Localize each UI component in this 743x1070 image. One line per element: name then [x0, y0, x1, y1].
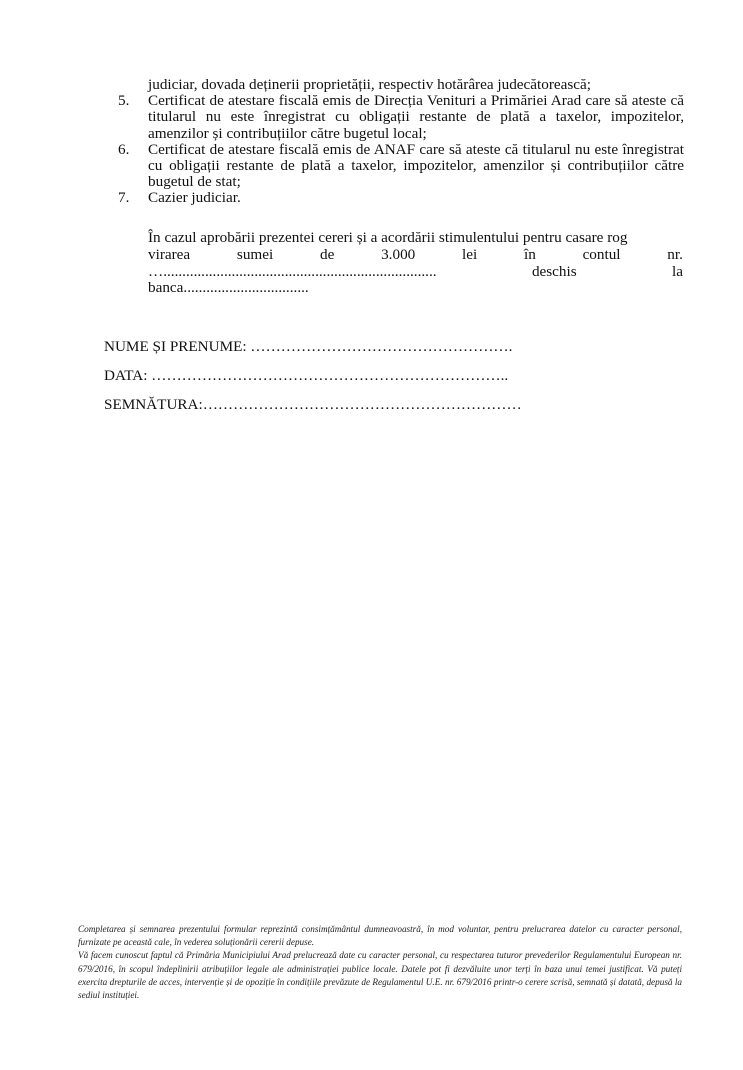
- signature-field[interactable]: SEMNĂTURA:………………………………………………………: [104, 396, 522, 413]
- list-continuation-text: judiciar, dovada deținerii proprietății, respectiv hotărârea judecătorească;: [148, 76, 591, 93]
- request-amount: 3.000: [381, 245, 416, 263]
- request-word: lei: [462, 245, 478, 263]
- date-field[interactable]: DATA: ……………………………………………………………..: [104, 367, 509, 384]
- consent-notice: Completarea și semnarea prezentului formular reprezintă consimțământul dumneavoastră, în mod voluntar, pentru prelucrarea datelor cu caracter personal, furnizate pe această cale, în vederea soluționării cererii depuse.: [78, 924, 682, 948]
- list-item-text: Certificat de atestare fiscală emis de ANAF care să ateste că titularul nu este înregistrat cu obligații restante de plată a taxelor, impozitelor, amenzilor și contribuțiilor către bugetul de stat;: [148, 140, 684, 191]
- request-word: în: [523, 245, 536, 263]
- list-item-number: 6.: [118, 140, 130, 158]
- request-word: la: [672, 262, 683, 280]
- request-word: nr.: [667, 245, 683, 263]
- request-line-1: În cazul aprobării prezentei cereri și a acordării stimulentului pentru casare rog: [148, 229, 628, 246]
- request-word: de: [319, 245, 335, 263]
- list-item-number: 7.: [118, 189, 130, 207]
- list-item-text: Cazier judiciar.: [148, 189, 241, 207]
- request-word: virarea: [148, 245, 191, 263]
- request-word: deschis: [531, 262, 577, 280]
- bank-name-blank[interactable]: banca.................................: [148, 279, 309, 297]
- list-item: [118, 190, 684, 206]
- signature-fields: [104, 337, 664, 424]
- name-field[interactable]: NUME ȘI PRENUME: …………………………………………….: [104, 338, 513, 355]
- list-item: [118, 93, 684, 142]
- account-number-blank[interactable]: …........................................................................: [148, 262, 437, 280]
- request-line-3: [148, 264, 683, 281]
- request-line-2: [148, 247, 683, 264]
- list-item: [118, 142, 684, 191]
- gdpr-footer: [78, 923, 682, 1002]
- request-word: sumei: [236, 245, 274, 263]
- list-item-text: Certificat de atestare fiscală emis de Direcția Venituri a Primăriei Arad care să ateste că titularul nu este înregistrat cu obligații restante de plată a taxelor, impozitelor, amenzilor și contribuțiilor către bugetul local;: [148, 92, 684, 142]
- request-word: contul: [582, 245, 621, 263]
- list-item-number: 5.: [118, 92, 130, 110]
- data-processing-notice: Vă facem cunoscut faptul că Primăria Municipiului Arad prelucrează date cu caracter personal, cu respectarea tuturor prevederilor Regulamentului European nr. 679/2016, în scopul îndeplinirii atribuțiilor legale ale administrației publice locale. Datele pot fi dezvăluite unor terți în baza unui temei justificat. Vă puteți exercita drepturile de acces, intervenție și de opoziție în condițiile prevăzute de Regulamentul U.E. nr. 679/2016 printr-o cerere scrisă, semnată și datată, depusă la sediul instituției.: [78, 950, 682, 1001]
- payment-request-paragraph: [148, 230, 683, 297]
- required-documents-list: [118, 77, 684, 207]
